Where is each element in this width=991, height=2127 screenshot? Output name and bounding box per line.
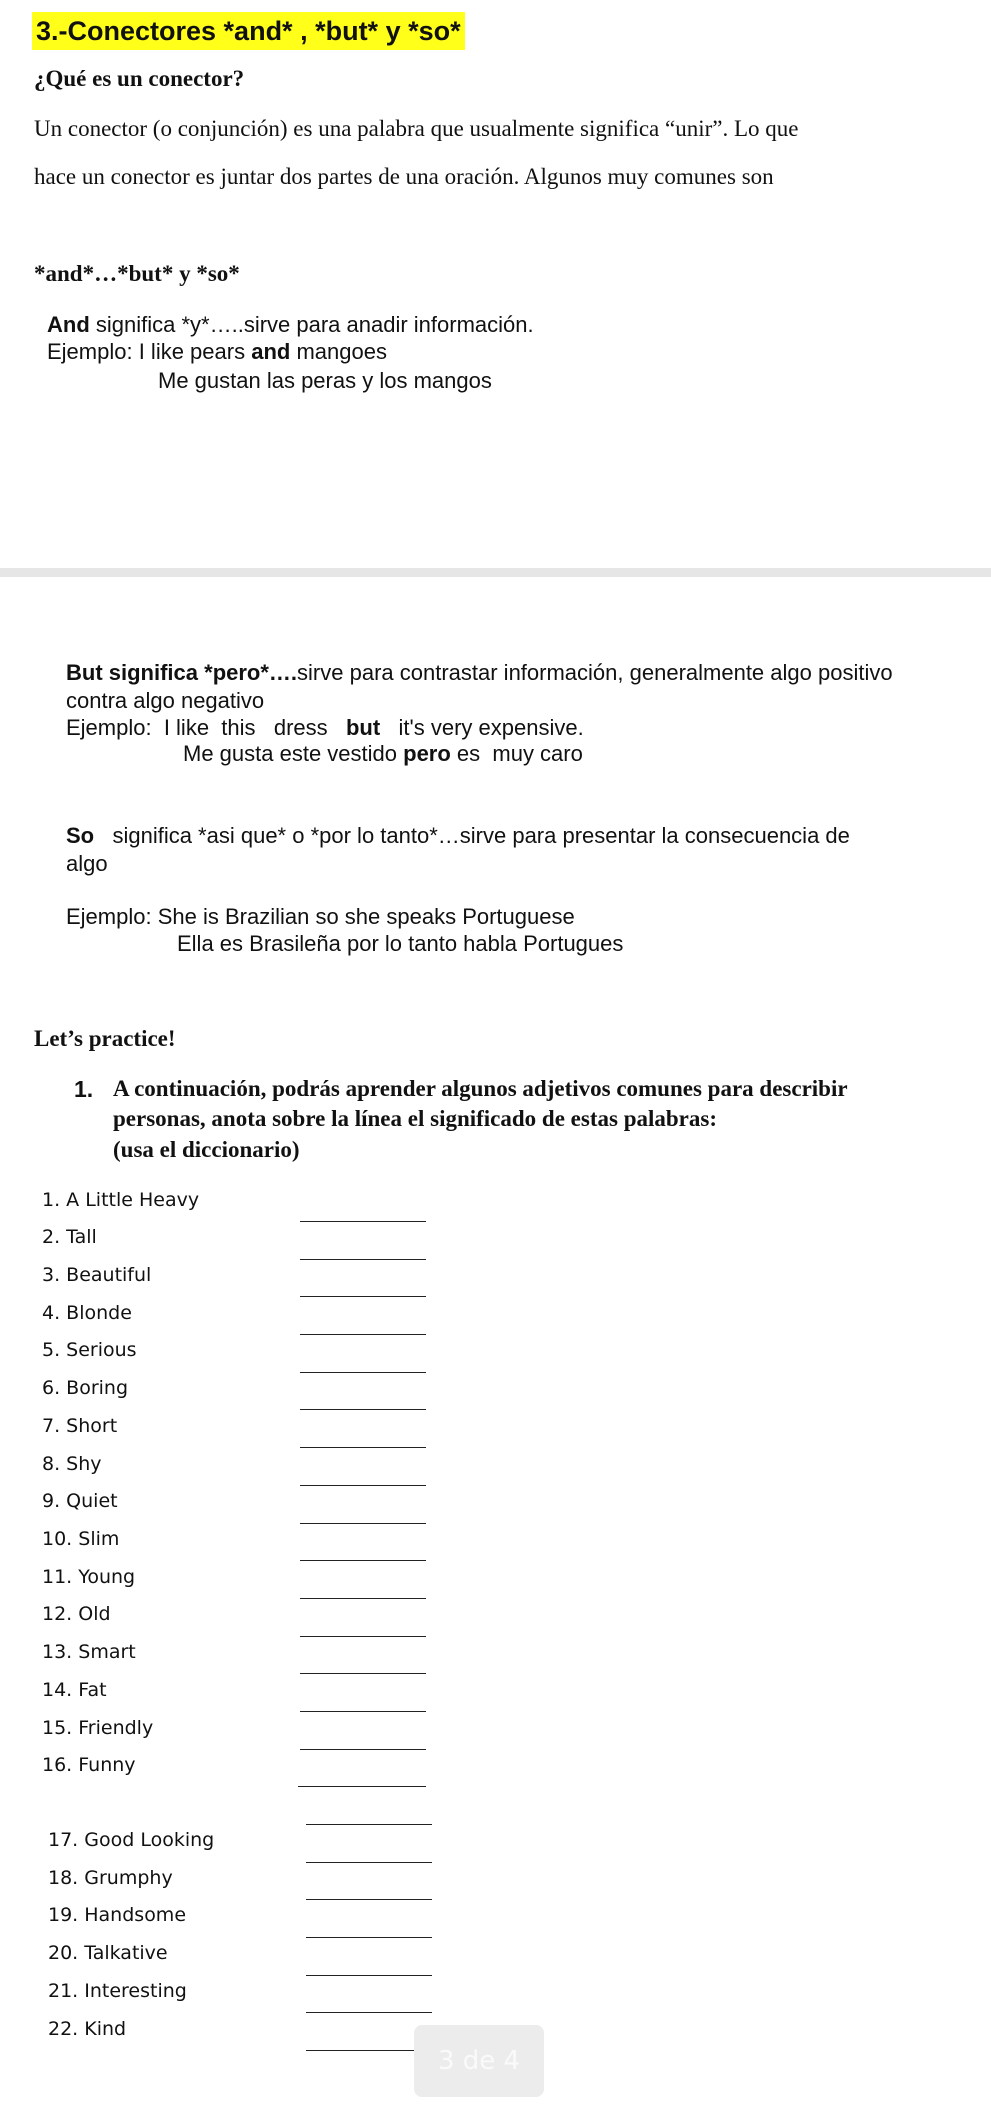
list-item: 21. Interesting xyxy=(48,1980,187,2002)
so-definition xyxy=(66,823,850,849)
but-translation-suffix: es muy caro xyxy=(450,741,583,766)
list-item: 16. Funny xyxy=(42,1754,136,1776)
page-title: 3.-Conectores *and* , *but* y *so* xyxy=(32,12,465,50)
but-translation-bold: pero xyxy=(403,741,451,766)
answer-line xyxy=(306,1975,432,1976)
answer-line xyxy=(300,1409,426,1410)
so-example: Ejemplo: She is Brazilian so she speaks Portuguese xyxy=(66,904,575,929)
and-word: And xyxy=(47,312,90,337)
list-item: 13. Smart xyxy=(42,1641,136,1663)
and-translation: Me gustan las peras y los mangos xyxy=(158,368,492,393)
and-definition xyxy=(47,312,534,338)
but-example xyxy=(66,715,584,741)
page-indicator-text: 3 de 4 xyxy=(437,2046,521,2076)
list-item: 2. Tall xyxy=(42,1226,97,1248)
question-line-3: (usa el diccionario) xyxy=(113,1137,300,1162)
intro-question: ¿Qué es un conector? xyxy=(34,66,245,91)
answer-line xyxy=(306,1937,432,1938)
list-item: 20. Talkative xyxy=(48,1942,168,1964)
intro-line-1: Un conector (o conjunción) es una palabra que usualmente significa “unir”. Lo que xyxy=(34,116,799,141)
and-example xyxy=(47,339,387,365)
list-item: 7. Short xyxy=(42,1415,118,1437)
so-def-text: significa *asi que* o *por lo tanto*…sirve para presentar la consecuencia de xyxy=(94,823,850,848)
answer-line xyxy=(306,2012,432,2013)
answer-line xyxy=(300,1221,426,1222)
list-item: 8. Shy xyxy=(42,1453,102,1475)
list-item: 1. A Little Heavy xyxy=(42,1189,200,1211)
question-number: 1. xyxy=(74,1076,94,1102)
list-item: 12. Old xyxy=(42,1603,111,1625)
so-definition-line-2: algo xyxy=(66,851,108,876)
answer-line xyxy=(300,1673,426,1674)
answer-line xyxy=(300,1296,426,1297)
page-divider xyxy=(0,568,991,577)
list-item: 10. Slim xyxy=(42,1528,120,1550)
list-item: 18. Grumphy xyxy=(48,1867,173,1889)
answer-line xyxy=(300,1447,426,1448)
list-item: 17. Good Looking xyxy=(48,1829,215,1851)
list-item: 9. Quiet xyxy=(42,1490,118,1512)
answer-line xyxy=(306,1862,432,1863)
and-example-prefix: Ejemplo: I like pears xyxy=(47,339,252,364)
but-translation xyxy=(183,741,583,767)
but-example-suffix: it's very expensive. xyxy=(380,715,584,740)
answer-line xyxy=(300,1372,426,1373)
list-item: 19. Handsome xyxy=(48,1904,187,1926)
answer-line xyxy=(300,1636,426,1637)
intro-line-2: hace un conector es juntar dos partes de una oración. Algunos muy comunes son xyxy=(34,164,774,189)
list-item: 4. Blonde xyxy=(42,1302,132,1324)
answer-line xyxy=(298,1786,426,1787)
list-item: 14. Fat xyxy=(42,1679,107,1701)
question-line-2: personas, anota sobre la línea el significado de estas palabras: xyxy=(113,1106,717,1131)
but-definition-line-2: contra algo negativo xyxy=(66,688,265,713)
so-word: So xyxy=(66,823,95,848)
so-translation: Ella es Brasileña por lo tanto habla Portugues xyxy=(177,931,624,956)
answer-line xyxy=(300,1749,426,1750)
answer-line xyxy=(300,1523,426,1524)
answer-line xyxy=(300,1560,426,1561)
list-item: 11. Young xyxy=(42,1566,136,1588)
but-word: But xyxy=(66,660,103,685)
but-definition xyxy=(66,660,893,686)
question-line-1: A continuación, podrás aprender algunos adjetivos comunes para describir xyxy=(113,1076,848,1101)
answer-line xyxy=(300,1711,426,1712)
but-example-prefix: Ejemplo: I like this dress xyxy=(66,715,346,740)
answer-line xyxy=(300,1259,426,1260)
answer-line xyxy=(300,1334,426,1335)
and-example-suffix: mangoes xyxy=(290,339,387,364)
intro-connectors: *and*…*but* y *so* xyxy=(34,261,240,286)
page-indicator xyxy=(414,2025,544,2097)
and-example-bold: and xyxy=(251,339,291,364)
answer-line xyxy=(306,1824,432,1825)
practice-heading: Let’s practice! xyxy=(34,1026,176,1051)
answer-line xyxy=(300,1485,426,1486)
answer-line xyxy=(306,1899,432,1900)
but-example-bold: but xyxy=(345,715,381,740)
but-def-rest: sirve para contrastar información, generalmente algo positivo xyxy=(297,660,893,685)
but-def-bold: significa *pero*…. xyxy=(102,660,298,685)
list-item: 5. Serious xyxy=(42,1339,137,1361)
list-item: 22. Kind xyxy=(48,2018,127,2040)
and-def-text: significa *y*…..sirve para anadir información. xyxy=(89,312,534,337)
list-item: 3. Beautiful xyxy=(42,1264,152,1286)
list-item: 6. Boring xyxy=(42,1377,129,1399)
list-item: 15. Friendly xyxy=(42,1717,154,1739)
but-translation-prefix: Me gusta este vestido xyxy=(183,741,404,766)
answer-line xyxy=(300,1598,426,1599)
